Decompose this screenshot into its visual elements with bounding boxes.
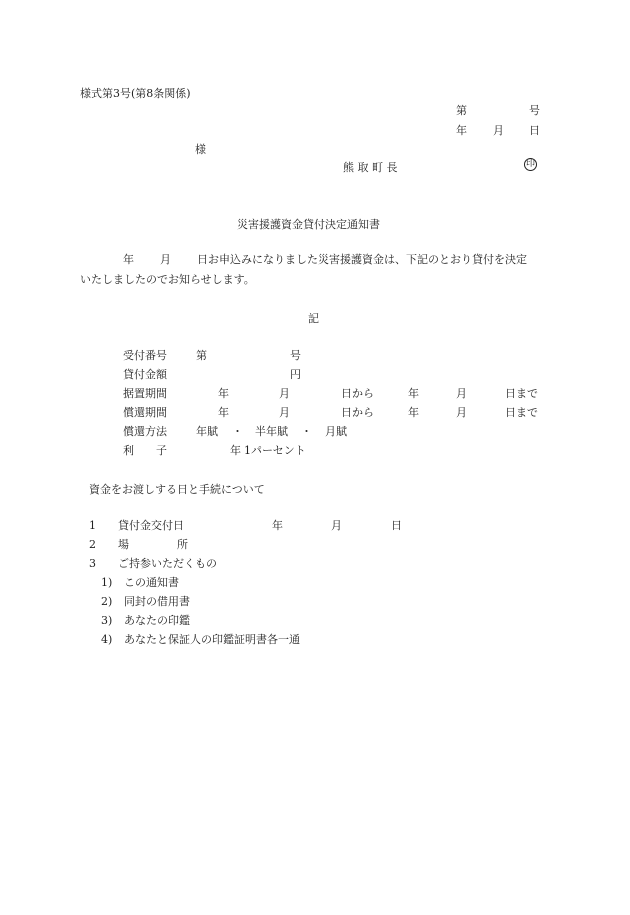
deferment-label: 据置期間 — [123, 387, 167, 400]
deferment-month-from: 月 — [279, 387, 290, 400]
intro-line1: 日お申込みになりました災害援護資金は、下記のとおり貸付を決定 — [197, 253, 527, 266]
issuer-title: 熊 取 町 長 — [343, 161, 398, 174]
deferment-day-to: 日まで — [505, 387, 538, 400]
item1-label: 貸付金交付日 — [118, 519, 184, 532]
subitem-1-text: この通知書 — [124, 576, 179, 589]
receipt-label: 受付番号 — [123, 349, 167, 362]
item3-number: 3 — [89, 557, 96, 570]
intro-line2: いたしましたのでお知らせします。 — [80, 273, 255, 286]
receipt-go: 号 — [290, 349, 301, 362]
item1-day: 日 — [391, 519, 402, 532]
method-annual: 年賦 — [196, 425, 218, 438]
date-year: 年 — [456, 124, 467, 137]
seal-char: 印 — [525, 159, 535, 169]
item3-label: ご持参いただくもの — [118, 557, 217, 570]
intro-month: 月 — [160, 253, 171, 266]
intro-year: 年 — [123, 253, 134, 266]
date-month: 月 — [493, 124, 504, 137]
repayment-day-to: 日まで — [505, 406, 538, 419]
method-label: 償還方法 — [123, 425, 167, 438]
ki-heading: 記 — [308, 312, 319, 325]
subitem-2-number: 2) — [101, 595, 113, 608]
method-monthly: 月賦 — [325, 425, 347, 438]
repayment-year-to: 年 — [408, 406, 419, 419]
amount-label: 貸付金額 — [123, 368, 167, 381]
item2-label-b: 所 — [177, 538, 188, 551]
deferment-month-to: 月 — [456, 387, 467, 400]
item1-year: 年 — [272, 519, 283, 532]
receipt-dai: 第 — [196, 349, 207, 362]
form-label: 様式第3号(第8条関係) — [80, 87, 191, 100]
item1-number: 1 — [89, 519, 96, 532]
number-dai: 第 — [456, 104, 467, 117]
repayment-month-to: 月 — [456, 406, 467, 419]
subitem-4-text: あなたと保証人の印鑑証明書各一通 — [124, 633, 300, 646]
subitem-4-number: 4) — [101, 633, 113, 646]
method-sep-1: ・ — [232, 425, 243, 438]
method-sep-2: ・ — [301, 425, 312, 438]
item2-number: 2 — [89, 538, 96, 551]
subitem-2-text: 同封の借用書 — [124, 595, 190, 608]
subitem-3-number: 3) — [101, 614, 113, 627]
seal-mark — [524, 158, 537, 171]
interest-rate: 1パーセント — [244, 444, 306, 457]
interest-label: 利 子 — [123, 444, 167, 457]
number-go: 号 — [529, 104, 540, 117]
repayment-month-from: 月 — [279, 406, 290, 419]
deferment-day-from: 日から — [341, 387, 374, 400]
procedure-heading: 資金をお渡しする日と手続について — [89, 483, 265, 496]
method-semiannual: 半年賦 — [255, 425, 288, 438]
item1-month: 月 — [331, 519, 342, 532]
amount-yen: 円 — [290, 368, 301, 381]
subitem-1-number: 1) — [101, 576, 113, 589]
repayment-day-from: 日から — [341, 406, 374, 419]
document-title: 災害援護資金貸付決定通知書 — [237, 218, 380, 231]
repayment-label: 償還期間 — [123, 406, 167, 419]
addressee-sama: 様 — [195, 143, 206, 156]
deferment-year-from: 年 — [218, 387, 229, 400]
deferment-year-to: 年 — [408, 387, 419, 400]
subitem-3-text: あなたの印鑑 — [124, 614, 190, 627]
item2-label-a: 場 — [118, 538, 129, 551]
repayment-year-from: 年 — [218, 406, 229, 419]
date-day: 日 — [529, 124, 540, 137]
interest-year: 年 — [230, 444, 241, 457]
